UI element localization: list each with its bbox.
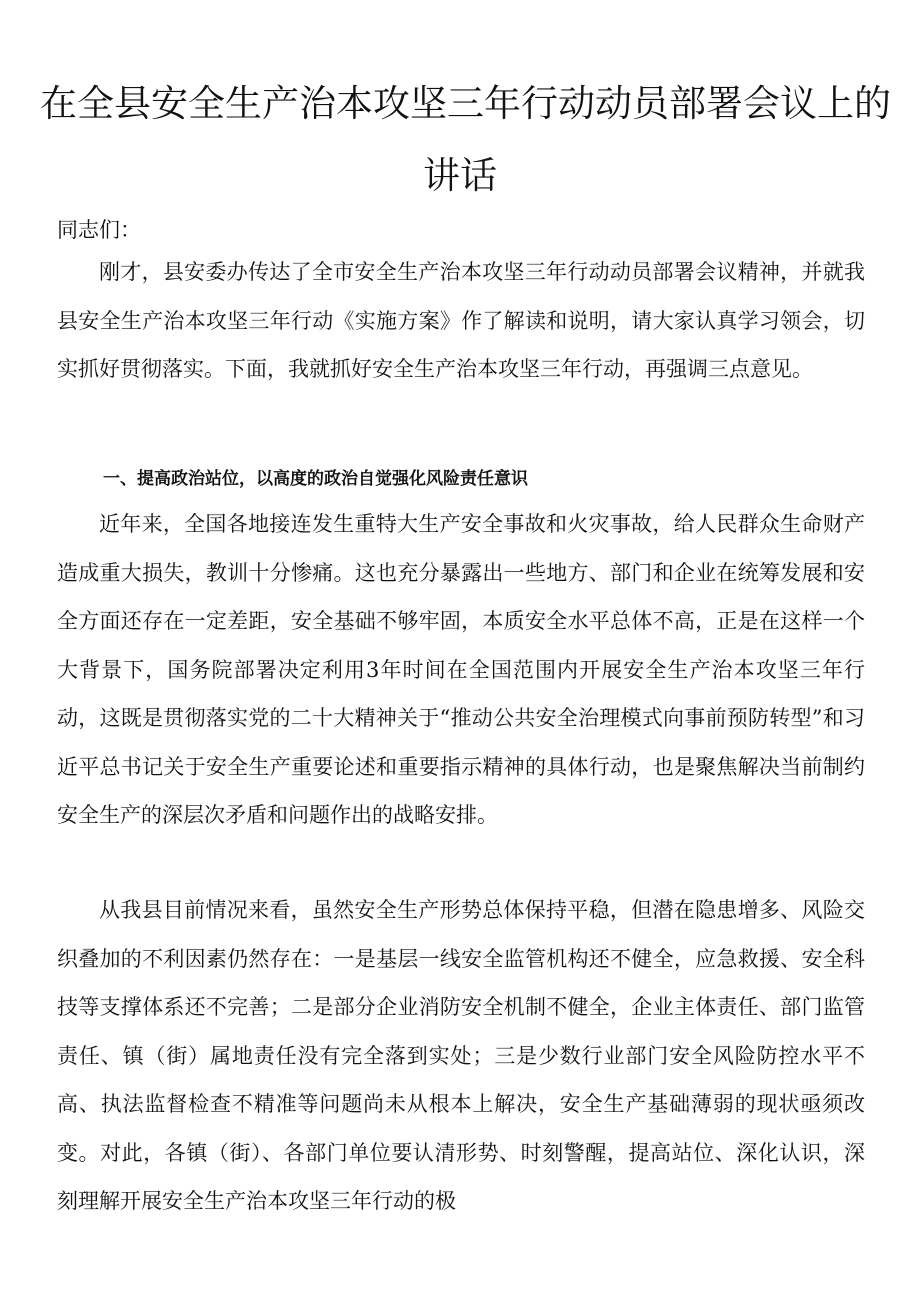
document-title-line-1: 在全县安全生产治本攻坚三年行动动员部署会议上的 [40, 82, 891, 125]
paragraph-county-situation: 从我县目前情况来看，虽然安全生产形势总体保持平稳，但潜在隐患增多、风险交织叠加的不利因素仍然存在：一是基层一线安全监管机构还不健全，应急救援、安全科技等支撑体系还不完善；二是部分企业消防安全机制不健全，企业主体责任、部门监管责任、镇（街）属地责任没有完全落到实处；三是少数行业部门安全风险防控水平不高、执法监督检查不精准等问题尚未从根本上解决，安全生产基础薄弱的现状亟须改变。对此，各镇（街）、各部门单位要认清形势、时刻警醒，提高站位、深化认识，深刻理解开展安全生产治本攻坚三年行动的极 [57, 898, 865, 1213]
document-title-line-2: 讲话 [423, 154, 497, 197]
paragraph-background: 近年来，全国各地接连发生重特大生产安全事故和火灾事故，给人民群众生命财产造成重大损失，教训十分惨痛。这也充分暴露出一些地方、部门和企业在统筹发展和安全方面还存在一定差距，安全基础不够牢固，本质安全水平总体不高，正是在这样一个大背景下，国务院部署决定利用3年时间在全国范围内开展安全生产治本攻坚三年行动，这既是贯彻落实党的二十大精神关于“推动公共安全治理模式向事前预防转型”和习近平总书记关于安全生产重要论述和重要指示精神的具体行动，也是聚焦解决当前制约安全生产的深层次矛盾和问题作出的战略安排。 [57, 512, 865, 827]
salutation: 同志们： [57, 218, 141, 242]
paragraph-intro: 刚才，县安委办传达了全市安全生产治本攻坚三年行动动员部署会议精神，并就我县安全生产治本攻坚三年行动《实施方案》作了解读和说明，请大家认真学习领会，切实抓好贯彻落实。下面，我就抓好安全生产治本攻坚三年行动，再强调三点意见。 [57, 260, 865, 381]
section-heading-1: 一、提高政治站位，以高度的政治自觉强化风险责任意识 [103, 469, 528, 489]
